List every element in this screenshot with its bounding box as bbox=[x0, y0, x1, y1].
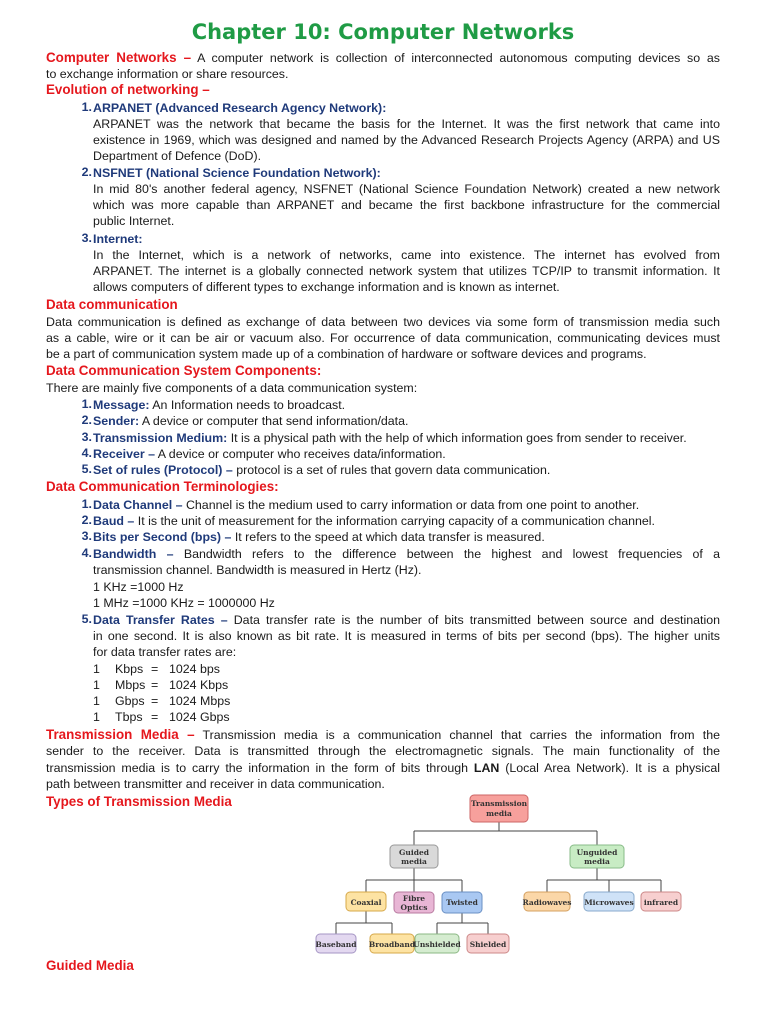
tm-line-4: path between transmitter and receiver in data communication. bbox=[46, 777, 385, 791]
node-microwaves-label: Microwaves bbox=[584, 898, 634, 907]
evolution-title-2: NSFNET (National Science Foundation Network): bbox=[93, 166, 381, 180]
component-text-5: protocol is a set of rules that govern data communication. bbox=[236, 463, 551, 477]
term-num-5: 5. bbox=[81, 612, 92, 626]
component-term-1: Message: bbox=[93, 398, 150, 412]
rate-n-2: 1 bbox=[93, 678, 100, 692]
components-heading: Data Communication System Components: bbox=[46, 363, 322, 378]
rate-val-1: 1024 bps bbox=[169, 662, 220, 676]
node-guided-media bbox=[390, 845, 438, 868]
component-term-3: Transmission Medium: bbox=[93, 431, 228, 445]
transfer-line-3: for data transfer rates are: bbox=[93, 645, 237, 659]
evolution-num-3: 3. bbox=[81, 231, 92, 245]
transfer-line-2: in one second. It is also known as bit rate. It is measured in terms of bits per second (bps). The higher units bbox=[93, 629, 720, 643]
node-baseband bbox=[316, 934, 358, 953]
rate-val-2: 1024 Kbps bbox=[169, 678, 229, 692]
term-text-3: It refers to the speed at which data transfer is measured. bbox=[234, 530, 545, 544]
components-intro: There are mainly five components of a data communication system: bbox=[46, 381, 418, 395]
rate-unit-4: Tbps bbox=[115, 710, 143, 724]
rate-val-3: 1024 Mbps bbox=[169, 694, 231, 708]
node-unshielded-label: Unshielded bbox=[413, 940, 461, 949]
bandwidth-unit-1: 1 KHz =1000 Hz bbox=[93, 580, 184, 594]
rate-unit-3: Gbps bbox=[115, 694, 145, 708]
node-shielded-label: Shielded bbox=[469, 940, 507, 949]
evolution-2-line-2: which was more capable than ARPANET and became the first backbone infrastructure for the commercial bbox=[93, 198, 720, 212]
node-twisted-label: Twisted bbox=[446, 898, 478, 907]
data-comm-heading: Data communication bbox=[46, 297, 178, 312]
tm-term: Transmission Media – bbox=[46, 727, 195, 742]
node-baseband-label: Baseband bbox=[315, 940, 357, 949]
component-num-4: 4. bbox=[81, 446, 92, 460]
component-text-1: An Information needs to broadcast. bbox=[152, 398, 346, 412]
data-comm-line-3: be a part of communication system made up of a combination of hardware or software devices and programs. bbox=[46, 347, 647, 361]
evolution-3-line-2: ARPANET. The internet is a globally connected network system that utilizes TCP/IP to transmit information. It bbox=[93, 264, 720, 278]
term-term-1: Data Channel – bbox=[93, 498, 183, 512]
component-term-5: Set of rules (Protocol) – bbox=[93, 463, 233, 477]
evolution-1-line-2: existence in 1969, which was designed and named by the Advanced Research Projects Agency (ARPA) and US bbox=[93, 133, 720, 147]
node-root-label-2: media bbox=[486, 809, 512, 818]
transfer-text-1: Data transfer rate is the number of bits transmitted between source and destination bbox=[233, 613, 720, 627]
evolution-2-line-3: public Internet. bbox=[93, 214, 175, 228]
evolution-heading: Evolution of networking – bbox=[46, 82, 210, 97]
terminology-heading: Data Communication Terminologies: bbox=[46, 479, 279, 494]
node-fibre-label-1: Fibre bbox=[402, 894, 426, 903]
component-term-4: Receiver – bbox=[93, 447, 156, 461]
node-coaxial bbox=[346, 892, 386, 911]
node-infrared-label: infrared bbox=[643, 898, 679, 907]
node-microwaves bbox=[584, 892, 634, 911]
rate-eq-3: = bbox=[151, 694, 159, 708]
node-unguided-label-1: Unguided bbox=[576, 848, 618, 857]
component-num-1: 1. bbox=[81, 397, 92, 411]
term-num-1: 1. bbox=[81, 497, 92, 511]
evolution-1-line-3: Department of Defence (DoD). bbox=[93, 149, 262, 163]
node-shielded bbox=[467, 934, 509, 953]
node-unguided-label-2: media bbox=[584, 857, 610, 866]
term-text-2: It is the unit of measurement for the information carrying capacity of a communication channel. bbox=[137, 514, 655, 528]
rate-eq-2: = bbox=[151, 678, 159, 692]
diagram-connectors bbox=[336, 822, 661, 934]
node-infrared bbox=[641, 892, 681, 911]
component-num-2: 2. bbox=[81, 413, 92, 427]
bandwidth-term: Bandwidth – bbox=[93, 547, 174, 561]
intro-line-2: to exchange information or share resources. bbox=[46, 67, 289, 81]
data-comm-line-1: Data communication is defined as exchange of data between two devices via some form of transmission media such bbox=[46, 315, 720, 329]
node-unshielded bbox=[413, 934, 461, 953]
term-num-3: 3. bbox=[81, 529, 92, 543]
node-guided-label-1: Guided bbox=[399, 848, 429, 857]
term-text-1: Channel is the medium used to carry information or data from one point to another. bbox=[185, 498, 640, 512]
transfer-term: Data Transfer Rates – bbox=[93, 613, 228, 627]
evolution-3-line-1: In the Internet, which is a network of networks, came into existence. The internet has evolved from bbox=[93, 248, 720, 262]
term-term-2: Baud – bbox=[93, 514, 135, 528]
component-term-2: Sender: bbox=[93, 414, 140, 428]
intro-text-1: A computer network is collection of interconnected autonomous computing devices so as bbox=[197, 51, 720, 65]
component-text-3: It is a physical path with the help of which information goes from sender to receiver. bbox=[230, 431, 687, 445]
tm-lan: LAN bbox=[473, 761, 500, 775]
bandwidth-unit-2: 1 MHz =1000 KHz = 1000000 Hz bbox=[93, 596, 275, 610]
component-text-4: A device or computer who receives data/information. bbox=[157, 447, 446, 461]
evolution-2-line-1: In mid 80's another federal agency, NSFNET (National Science Foundation Network) created a new network bbox=[93, 182, 720, 196]
rate-unit-1: Kbps bbox=[115, 662, 144, 676]
node-fibre-optics bbox=[394, 892, 434, 913]
node-twisted bbox=[442, 892, 482, 913]
rate-n-3: 1 bbox=[93, 694, 100, 708]
intro-term: Computer Networks – bbox=[46, 50, 192, 65]
node-unguided-media bbox=[570, 845, 624, 868]
rate-val-4: 1024 Gbps bbox=[169, 710, 230, 724]
node-guided-label-2: media bbox=[401, 857, 427, 866]
node-fibre-label-2: Optics bbox=[400, 903, 428, 912]
component-text-2: A device or computer that send information/data. bbox=[141, 414, 409, 428]
evolution-3-line-3: allows computers of different types to exchange information and is known as internet. bbox=[93, 280, 560, 294]
rate-unit-2: Mbps bbox=[115, 678, 146, 692]
component-num-5: 5. bbox=[81, 462, 92, 476]
tm-text-3a: transmission media is to carry the information in the form of bits through bbox=[46, 761, 469, 775]
evolution-title-3: Internet: bbox=[93, 232, 143, 246]
chapter-title: Chapter 10: Computer Networks bbox=[191, 20, 575, 44]
node-transmission-media bbox=[470, 795, 528, 822]
data-comm-line-2: as a cable, wire or it can be air or vacuum also. For occurrence of data communication, communicating devices must bbox=[46, 331, 720, 345]
rate-n-1: 1 bbox=[93, 662, 100, 676]
evolution-num-2: 2. bbox=[81, 165, 92, 179]
term-num-4: 4. bbox=[81, 546, 92, 560]
node-coaxial-label: Coaxial bbox=[350, 898, 382, 907]
rate-n-4: 1 bbox=[93, 710, 100, 724]
tm-text-3c: (Local Area Network). It is a physical bbox=[505, 761, 720, 775]
node-root-label-1: Transmission bbox=[470, 799, 528, 808]
node-broadband-label: Broadband bbox=[368, 940, 416, 949]
bandwidth-text-1: Bandwidth refers to the difference between the highest and lowest frequencies of a bbox=[183, 547, 721, 561]
tm-line-2: sender to the receiver. Data is transmitted through the electromagnetic signals. The main functionality of the bbox=[46, 744, 720, 758]
term-term-3: Bits per Second (bps) – bbox=[93, 530, 232, 544]
bandwidth-line-2: transmission channel. Bandwidth is measured in Hertz (Hz). bbox=[93, 563, 422, 577]
evolution-title-1: ARPANET (Advanced Research Agency Network): bbox=[93, 101, 387, 115]
component-num-3: 3. bbox=[81, 430, 92, 444]
node-broadband bbox=[369, 934, 416, 953]
evolution-num-1: 1. bbox=[81, 100, 92, 114]
node-radiowaves bbox=[522, 892, 571, 911]
types-heading: Types of Transmission Media bbox=[46, 794, 232, 809]
node-radiowaves-label: Radiowaves bbox=[522, 898, 572, 907]
guided-heading: Guided Media bbox=[46, 958, 134, 973]
tm-text-1: Transmission media is a communication channel that carries the information from the bbox=[202, 728, 720, 742]
rate-eq-1: = bbox=[151, 662, 159, 676]
term-num-2: 2. bbox=[81, 513, 92, 527]
evolution-1-line-1: ARPANET was the network that became the basis for the Internet. It was the first network that came into bbox=[93, 117, 720, 131]
rate-eq-4: = bbox=[151, 710, 159, 724]
